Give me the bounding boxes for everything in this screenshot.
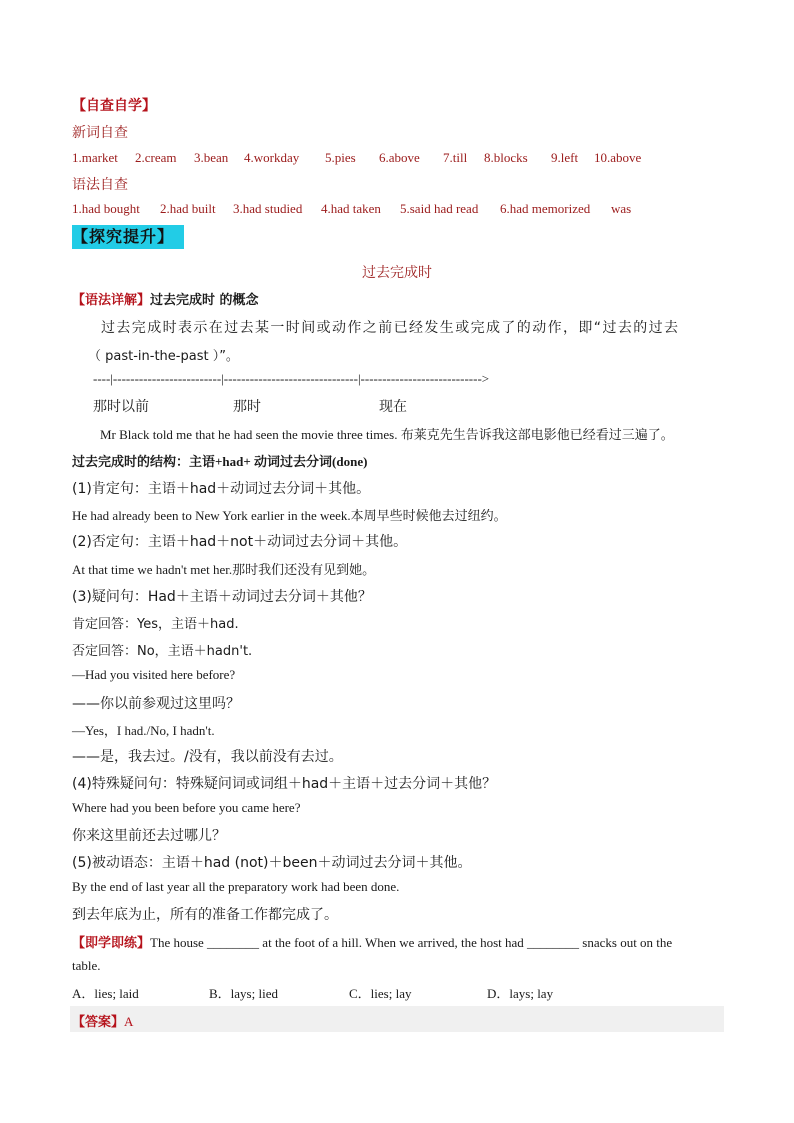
practice-label: 【即学即练】 bbox=[72, 936, 151, 951]
explore-banner: 【探究提升】 bbox=[72, 225, 184, 249]
passive-cn: 到去年底为止，所有的准备工作都完成了。 bbox=[72, 907, 338, 923]
affirmative-example: He had already been to New York earlier in the week.本周早些时候他去过纽约。 bbox=[72, 508, 507, 523]
passive-example: By the end of last year all the preparatory work had been done. bbox=[72, 879, 400, 894]
timeline-label: 那时 bbox=[233, 399, 261, 415]
grammar-item: 4.had taken bbox=[321, 201, 381, 216]
answer-label: 【答案】 bbox=[72, 1015, 125, 1030]
practice-options bbox=[72, 983, 553, 1002]
vocab-item: 5.pies bbox=[325, 150, 356, 165]
special-question-example: Where had you been before you came here? bbox=[72, 800, 301, 815]
grammar-detail-label: 【语法详解】 bbox=[72, 293, 151, 308]
dialog-answer: —Yes，I had./No, I hadn't. bbox=[72, 723, 215, 738]
answer-box bbox=[70, 1006, 724, 1032]
definition-line-1: 过去完成时表示在过去某一时间或动作之前已经发生或完成了的动作，即“过去的过去 bbox=[101, 320, 680, 336]
grammar-item: 5.said had read bbox=[400, 201, 479, 216]
special-question-rule: (4)特殊疑问句：特殊疑问词或词组＋had＋主语＋过去分词＋其他？ bbox=[72, 776, 497, 792]
passive-rule: (5)被动语态：主语＋had (not)＋been＋动词过去分词＋其他。 bbox=[72, 855, 472, 871]
dialog-question: —Had you visited here before? bbox=[72, 667, 236, 682]
yes-answer: 肯定回答：Yes，主语＋had. bbox=[72, 617, 239, 632]
timeline-labels bbox=[93, 396, 407, 416]
vocab-item: 9.left bbox=[551, 150, 579, 165]
grammar-detail-heading bbox=[72, 289, 259, 308]
vocab-item: 8.blocks bbox=[484, 150, 528, 165]
vocab-item: 4.workday bbox=[244, 150, 300, 165]
answer-value: A bbox=[124, 1014, 134, 1029]
topic-title: 过去完成时 bbox=[362, 265, 432, 281]
vocab-item: 10.above bbox=[594, 150, 642, 165]
vocab-item: 2.cream bbox=[135, 150, 177, 165]
answer-line bbox=[72, 1011, 133, 1030]
no-answer: 否定回答：No，主语＋hadn't. bbox=[72, 644, 253, 659]
concept-title: 过去完成时 的概念 bbox=[150, 293, 259, 308]
negative-rule: (2)否定句：主语＋had＋not＋动词过去分词＋其他。 bbox=[72, 534, 408, 550]
vocab-item: 3.bean bbox=[194, 150, 229, 165]
grammar-item: 1.had bought bbox=[72, 201, 140, 216]
timeline: ----|-------------------------|-------------------------------|----------------------------> bbox=[93, 371, 490, 386]
grammar-item: 3.had studied bbox=[233, 201, 303, 216]
dialog-question-cn: ——你以前参观过这里吗？ bbox=[72, 696, 240, 712]
grammar-list bbox=[72, 201, 631, 217]
structure-title: 过去完成时的结构：主语+had+ 动词过去分词(done) bbox=[72, 454, 368, 469]
negative-example: At that time we hadn't met her.那时我们还没有见到她。 bbox=[72, 562, 376, 577]
timeline-label: 那时以前 bbox=[93, 399, 149, 415]
practice-question-line-2: table. bbox=[72, 958, 101, 973]
vocab-item: 1.market bbox=[72, 150, 118, 165]
practice-question bbox=[72, 932, 672, 951]
affirmative-rule: (1)肯定句：主语＋had＋动词过去分词＋其他。 bbox=[72, 481, 371, 497]
question-rule: (3)疑问句：Had＋主语＋动词过去分词＋其他？ bbox=[72, 589, 372, 605]
special-question-cn: 你来这里前还去过哪儿？ bbox=[72, 828, 226, 844]
vocab-title: 新词自查 bbox=[72, 125, 128, 141]
grammar-item: 2.had built bbox=[160, 201, 216, 216]
dialog-answer-cn: ——是，我去过。/没有，我以前没有去过。 bbox=[72, 749, 343, 765]
option-d: D．lays; lay bbox=[487, 986, 554, 1001]
practice-question-text: The house ________ at the foot of a hill. When we arrived, the host had ________ snacks out on the bbox=[150, 935, 673, 950]
grammar-item: 6.had memorized bbox=[500, 201, 591, 216]
grammar-item: was bbox=[611, 201, 632, 216]
vocab-list bbox=[72, 150, 641, 166]
option-a: A．lies; laid bbox=[72, 986, 139, 1001]
option-c: C．lies; lay bbox=[349, 986, 412, 1001]
option-b: B．lays; lied bbox=[209, 986, 278, 1001]
self-check-header: 【自查自学】 bbox=[72, 98, 156, 114]
timeline-label: 现在 bbox=[379, 399, 407, 415]
definition-line-2: （ past-in-the-past ）”。 bbox=[88, 349, 239, 364]
vocab-item: 6.above bbox=[379, 150, 420, 165]
vocab-item: 7.till bbox=[443, 150, 468, 165]
example-sentence: Mr Black told me that he had seen the movie three times. 布莱克先生告诉我这部电影他已经看过三遍了。 bbox=[100, 427, 674, 442]
grammar-title: 语法自查 bbox=[72, 177, 128, 193]
